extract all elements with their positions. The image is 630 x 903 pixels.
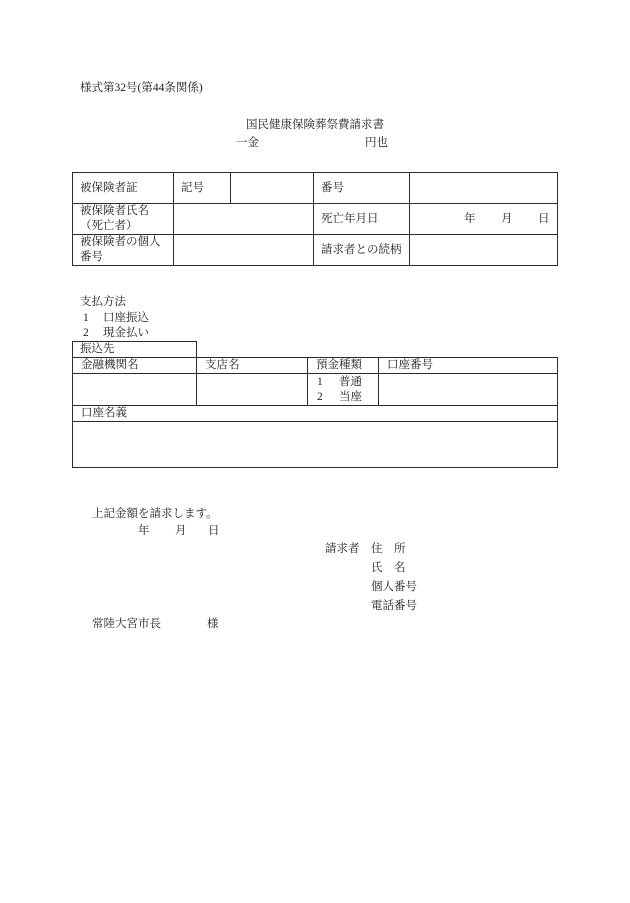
table-row <box>73 406 558 422</box>
account-type-options <box>308 374 379 406</box>
declaration-day-unit: 日 <box>208 525 220 537</box>
symbol-value-cell <box>231 173 314 204</box>
addressee-name: 常陸大宮市長 <box>92 618 161 630</box>
bank-account-table <box>72 357 558 468</box>
account-number-header: 口座番号 <box>379 358 558 374</box>
personal-number-label: 被保険者の個人 番号 <box>73 235 174 266</box>
number-label: 番号 <box>314 173 410 204</box>
transfer-destination-label: 振込先 <box>72 341 197 358</box>
death-date-value-cell <box>410 204 558 235</box>
form-title: 国民健康保険葬祭費請求書 <box>246 119 384 131</box>
table-row <box>73 374 558 406</box>
addressee-honorific: 様 <box>207 618 219 630</box>
bank-name-header: 金融機関名 <box>73 358 197 374</box>
table-row <box>73 204 558 235</box>
claimant-label: 請求者 <box>325 543 360 555</box>
relation-value-cell <box>410 235 558 266</box>
personal-number-value-cell <box>174 235 314 266</box>
account-type-ordinary: 1 普通 <box>317 375 362 388</box>
bank-name-value-cell <box>73 374 197 406</box>
claimant-personal-number-label: 個人番号 <box>371 581 417 593</box>
table-row <box>73 235 558 266</box>
day-unit: 日 <box>538 212 550 225</box>
declaration-month-unit: 月 <box>175 525 187 537</box>
account-holder-label: 口座名義 <box>73 406 558 422</box>
deceased-name-value-cell <box>174 204 314 235</box>
branch-name-header: 支店名 <box>197 358 308 374</box>
table-row <box>73 173 558 204</box>
payment-method-heading: 支払方法 <box>80 296 126 308</box>
claimant-address-label: 住 所 <box>371 543 406 555</box>
symbol-label: 記号 <box>174 173 231 204</box>
payment-option-cash: 2 現金払い <box>83 327 149 339</box>
number-value-cell <box>410 173 558 204</box>
amount-suffix: 円也 <box>365 137 388 149</box>
table-row <box>73 422 558 468</box>
insured-info-table <box>72 172 558 266</box>
year-unit: 年 <box>464 212 476 225</box>
declaration-year-unit: 年 <box>138 525 150 537</box>
death-date-label: 死亡年月日 <box>314 204 410 235</box>
declaration-text: 上記金額を請求します。 <box>92 508 218 520</box>
claimant-phone-label: 電話番号 <box>371 600 417 612</box>
month-unit: 月 <box>501 212 513 225</box>
branch-name-value-cell <box>197 374 308 406</box>
relation-label: 請求者との続柄 <box>314 235 410 266</box>
payment-option-transfer: 1 口座振込 <box>83 312 149 324</box>
claimant-name-label: 氏 名 <box>371 562 406 574</box>
amount-prefix: 一金 <box>236 137 259 149</box>
insurance-card-label: 被保険者証 <box>73 173 174 204</box>
account-type-header: 預金種類 <box>308 358 379 374</box>
account-number-value-cell <box>379 374 558 406</box>
deceased-name-label: 被保険者氏名 （死亡者） <box>73 204 174 235</box>
table-header-row <box>73 358 558 374</box>
account-type-current: 2 当座 <box>317 390 362 403</box>
account-holder-value-cell <box>73 422 558 468</box>
form-number: 様式第32号(第44条関係) <box>80 82 203 94</box>
